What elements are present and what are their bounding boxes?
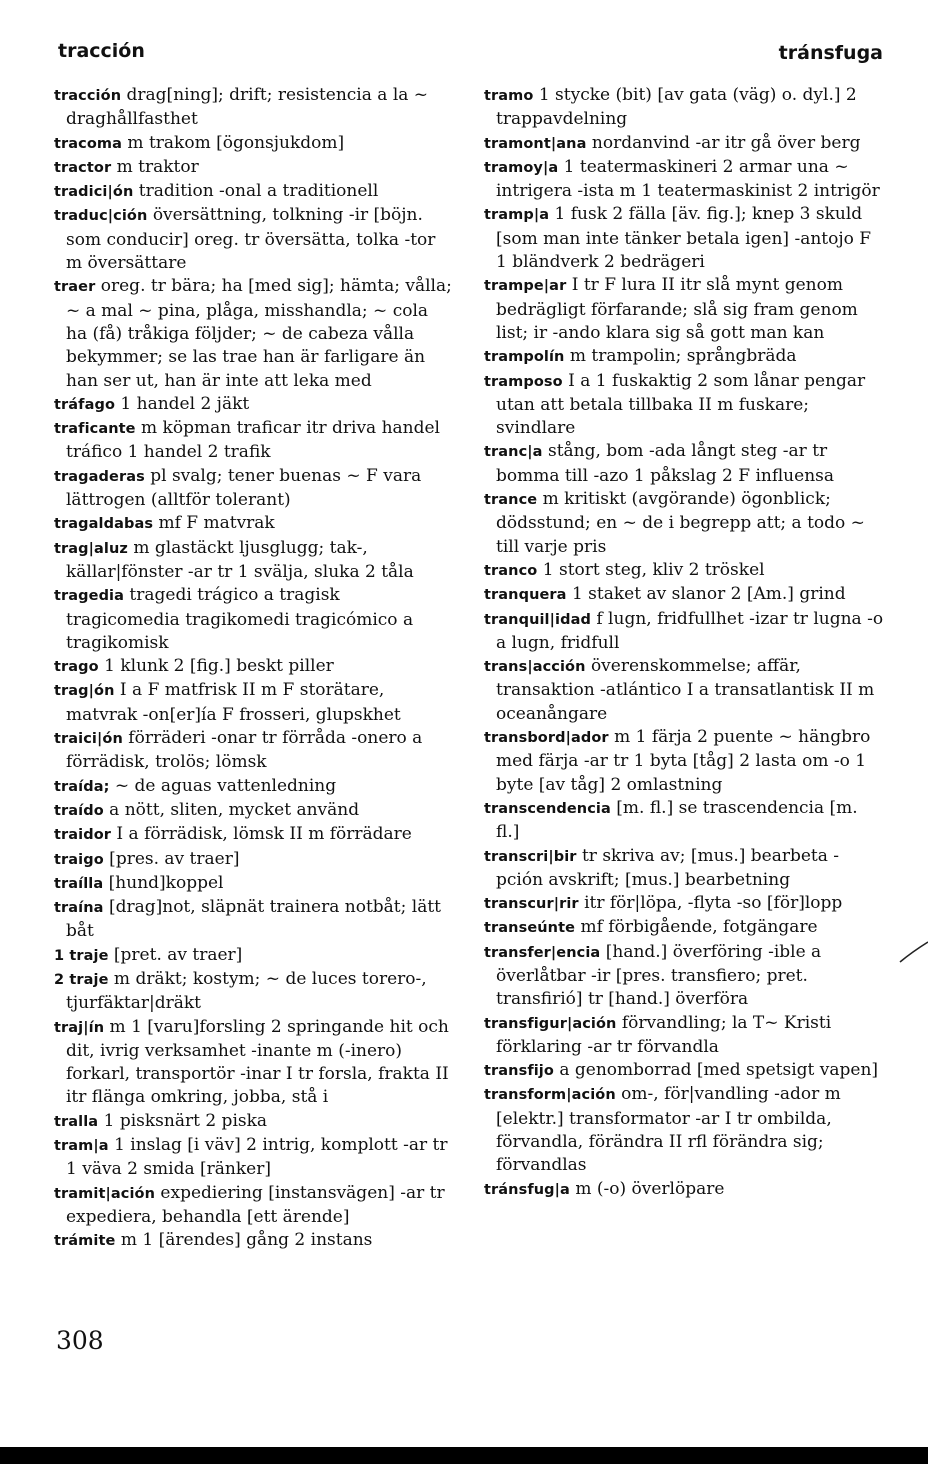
dictionary-entry xyxy=(54,584,454,655)
dictionary-entry xyxy=(54,727,454,775)
dictionary-entry xyxy=(54,132,454,156)
definition: förräderi -onar tr förråda -onero a förrädisk, trolös; lömsk xyxy=(66,728,423,773)
headword: transfer|encia xyxy=(484,944,601,961)
definition: m köpman traficar itr driva handel tráfico 1 handel 2 trafik xyxy=(66,418,440,463)
dictionary-entry xyxy=(54,679,454,727)
dictionary-entry xyxy=(484,345,884,369)
definition: översättning, tolkning -ir [böjn. som conducir] oreg. tr översätta, tolka -tor m översättare xyxy=(66,205,436,274)
dictionary-entry xyxy=(54,204,454,275)
headword: tranquera xyxy=(484,587,567,604)
headword: traduc|ción xyxy=(54,208,148,225)
definition: [hand.] överföring -ible a överlåtbar -ir [pres. transfiero; pret. transfirió] tr [hand.] överföra xyxy=(496,941,822,1010)
headword: trag|ón xyxy=(54,683,115,700)
headword: tramit|ación xyxy=(54,1185,156,1202)
definition: m dräkt; kostym; ~ de luces torero-, tjurfäktar|dräkt xyxy=(66,968,427,1014)
definition: 1 teatermaskineri 2 armar una ~ intrigera -ista m 1 teatermaskinist 2 intrigör xyxy=(496,156,880,202)
definition: tradition -onal a traditionell xyxy=(133,181,379,202)
headword: tradici|ón xyxy=(54,184,134,201)
headword: transform|ación xyxy=(484,1087,616,1104)
definition: tragedi trágico a tragisk tragicomedia tragikomedi tragicómico a tragikomisk xyxy=(66,585,414,653)
definition: m glastäckt ljusglugg; tak-, källar|fönster -ar tr 1 svälja, sluka 2 tåla xyxy=(66,537,414,582)
dictionary-entry xyxy=(54,655,454,679)
definition: tr skriva av; [mus.] bearbeta -pción avskrift; [mus.] bearbetning xyxy=(496,845,840,890)
dictionary-entry xyxy=(54,823,454,847)
left-column xyxy=(54,84,454,1254)
headword: traer xyxy=(54,279,96,296)
headword: tramont|ana xyxy=(484,135,587,152)
definition: överenskommelse; affär, transaktion -atlántico I a transatlantisk II m oceanångare xyxy=(496,656,875,724)
definition: expediering [instansvägen] -ar tr expediera, behandla [ett ärende] xyxy=(66,1182,445,1227)
headword: traj|ín xyxy=(54,1019,105,1036)
page-number: 308 xyxy=(56,1326,104,1355)
headword: transfigur|ación xyxy=(484,1015,617,1032)
definition: m 1 färja 2 puente ~ hängbro med färja -ar tr 1 byta [tåg] 2 lasta om -o 1 byte [av tåg] 2 omlastning xyxy=(496,727,871,795)
dictionary-entry xyxy=(54,775,454,799)
dictionary-entry xyxy=(484,1083,884,1177)
headword: tránsfug|a xyxy=(484,1181,570,1198)
guide-word-right: tránsfuga xyxy=(778,42,883,64)
definition: ~ de aguas vattenledning xyxy=(109,775,337,796)
dictionary-entry xyxy=(484,916,884,940)
dictionary-entry xyxy=(484,559,884,583)
headword: tráfago xyxy=(54,396,116,413)
headword: trago xyxy=(54,659,99,676)
dictionary-entry xyxy=(484,440,884,488)
dictionary-entry xyxy=(54,1134,454,1182)
headword: tralla xyxy=(54,1113,99,1130)
definition: drag[ning]; drift; resistencia a la ~ draghållfasthet xyxy=(66,85,429,130)
dictionary-entry xyxy=(54,848,454,872)
definition: [hund]koppel xyxy=(103,872,224,893)
headword: tramoy|a xyxy=(484,159,559,176)
dictionary-entry xyxy=(484,845,884,893)
margin-pencil-mark xyxy=(898,938,928,966)
headword: traída; xyxy=(54,778,110,795)
dictionary-entry xyxy=(484,1012,884,1060)
headword: tramo xyxy=(484,88,534,104)
headword: tranquil|idad xyxy=(484,611,591,628)
definition: [m. fl.] se trascendencia [m. fl.] xyxy=(496,797,858,843)
headword: transcri|bir xyxy=(484,848,577,865)
dictionary-entry xyxy=(484,1059,884,1083)
dictionary-entry xyxy=(484,488,884,559)
definition: I a 1 fuskaktig 2 som lånar pengar utan att betala tillbaka II m fuskare; svindlare xyxy=(496,370,866,439)
bottom-scan-bar xyxy=(0,1447,928,1464)
dictionary-entry xyxy=(54,896,454,944)
headword: transeúnte xyxy=(484,920,576,937)
dictionary-entry xyxy=(484,132,884,156)
dictionary-entry xyxy=(484,892,884,916)
definition: 1 stycke (bit) [av gata (väg) o. dyl.] 2 trappavdelning xyxy=(496,85,857,130)
headword: trans|acción xyxy=(484,659,586,676)
dictionary-entry xyxy=(54,465,454,513)
definition: I tr F lura II itr slå mynt genom bedrägligt förfarande; slå sig fram genom list; ir -ando klara sig så gott man kan xyxy=(496,275,858,343)
headword: trampe|ar xyxy=(484,278,567,295)
dictionary-entry xyxy=(54,944,454,968)
definition: a nött, sliten, mycket använd xyxy=(103,799,360,820)
right-column xyxy=(484,84,884,1202)
dictionary-entry xyxy=(484,726,884,797)
guide-word-left: tracción xyxy=(58,40,145,62)
dictionary-entry xyxy=(54,417,454,465)
definition: 1 staket av slanor 2 [Am.] grind xyxy=(566,584,846,605)
dictionary-entry xyxy=(484,203,884,274)
dictionary-entry xyxy=(54,393,454,417)
headword: transcendencia xyxy=(484,800,611,817)
dictionary-entry xyxy=(484,1178,884,1202)
definition: m trakom [ögonsjukdom] xyxy=(122,132,345,153)
headword: transbord|ador xyxy=(484,730,609,747)
headword: tramp|a xyxy=(484,207,550,224)
headword: tracoma xyxy=(54,135,123,152)
definition: 1 stort steg, kliv 2 tröskel xyxy=(537,559,765,580)
dictionary-entry xyxy=(484,941,884,1012)
headword: 1 traje xyxy=(54,947,109,964)
definition: f lugn, fridfullhet -izar tr lugna -o a lugn, fridfull xyxy=(496,608,884,653)
headword: traici|ón xyxy=(54,731,123,748)
definition: nordanvind -ar itr gå över berg xyxy=(586,132,861,153)
dictionary-entry xyxy=(54,1229,454,1253)
dictionary-entry xyxy=(54,799,454,823)
dictionary-entry xyxy=(54,968,454,1016)
headword: tranco xyxy=(484,562,538,579)
headword: traína xyxy=(54,900,104,917)
definition: a genomborrad [med spetsigt vapen] xyxy=(553,1060,879,1081)
definition: mf förbigående, fotgängare xyxy=(575,917,818,938)
definition: I a F matfrisk II m F storätare, matvrak -on[er]ía F frosseri, glupskhet xyxy=(66,680,401,725)
headword: tractor xyxy=(54,159,112,176)
headword: 2 traje xyxy=(54,971,109,988)
dictionary-entry xyxy=(54,84,454,132)
headword: traidor xyxy=(54,827,112,844)
definition: I a förrädisk, lömsk II m förrädare xyxy=(111,824,412,845)
definition: förvandling; la T~ Kristi förklaring -ar tr förvandla xyxy=(496,1012,832,1057)
definition: m 1 [ärendes] gång 2 instans xyxy=(115,1230,373,1251)
headword: tragedia xyxy=(54,588,125,605)
headword: tragaldabas xyxy=(54,516,154,533)
headword: transfijo xyxy=(484,1063,554,1080)
definition: m traktor xyxy=(111,156,199,177)
headword: traílla xyxy=(54,875,104,892)
dictionary-entry xyxy=(54,156,454,180)
headword: traído xyxy=(54,802,104,819)
dictionary-entry xyxy=(484,156,884,204)
dictionary-entry xyxy=(54,275,454,392)
dictionary-entry xyxy=(484,84,884,132)
headword: tram|a xyxy=(54,1138,109,1155)
headword: tracción xyxy=(54,88,122,104)
dictionary-entry xyxy=(54,1182,454,1230)
definition: itr för|löpa, -flyta -so [för]lopp xyxy=(578,893,843,914)
dictionary-entry xyxy=(54,537,454,585)
definition: m (-o) överlöpare xyxy=(569,1178,725,1199)
definition: 1 inslag [i väv] 2 intrig, komplott -ar tr 1 väva 2 smida [ränker] xyxy=(66,1135,448,1180)
dictionary-entry xyxy=(54,1016,454,1110)
definition: om-, för|vandling -ador m [elektr.] transformator -ar I tr ombilda, förvandla, förändra II rfl förändra sig; förvandlas xyxy=(496,1084,841,1176)
definition: 1 klunk 2 [fig.] beskt piller xyxy=(98,656,334,677)
headword: trampolín xyxy=(484,349,565,366)
headword: transcur|rir xyxy=(484,896,579,913)
definition: 1 pisksnärt 2 piska xyxy=(98,1110,268,1131)
definition: mf F matvrak xyxy=(153,513,275,534)
headword: tramposo xyxy=(484,373,563,390)
definition: 1 fusk 2 fälla [äv. fig.]; knep 3 skuld [som man inte tänker betala igen] -antojo F 1 bländverk 2 bedrägeri xyxy=(496,204,872,273)
dictionary-entry xyxy=(484,797,884,845)
dictionary-entry xyxy=(54,1110,454,1134)
headword: trámite xyxy=(54,1233,116,1250)
dictionary-entry xyxy=(484,608,884,656)
headword: trag|aluz xyxy=(54,540,128,557)
definition: [pres. av traer] xyxy=(103,848,240,869)
headword: traficante xyxy=(54,421,136,438)
headword: trance xyxy=(484,492,538,509)
definition: m trampolin; språngbräda xyxy=(564,346,797,367)
headword: traigo xyxy=(54,851,104,868)
headword: tragaderas xyxy=(54,468,145,485)
definition: m 1 [varu]forsling 2 springande hit och dit, ivrig verksamhet -inante m (-inero) forkarl, transportör -inar I tr forsla, frakta II itr flänga omkring, jobba, stå i xyxy=(66,1016,449,1108)
dictionary-entry xyxy=(54,872,454,896)
dictionary-entry xyxy=(54,180,454,204)
dictionary-entry xyxy=(484,583,884,607)
definition: [pret. av traer] xyxy=(108,944,243,965)
headword: tranc|a xyxy=(484,444,543,461)
dictionary-entry xyxy=(484,274,884,345)
definition: [drag]not, släpnät trainera notbåt; lätt båt xyxy=(66,897,441,942)
dictionary-entry xyxy=(54,512,454,536)
dictionary-entry xyxy=(484,370,884,441)
definition: oreg. tr bära; ha [med sig]; hämta; vålla; ~ a mal ~ pina, plåga, misshandla; ~ cola ha (få) tråkiga följder; ~ de cabeza vålla bekymmer; se las trae han är farligare än han ser ut, han är inte att leka med xyxy=(66,276,452,391)
dictionary-entry xyxy=(484,655,884,726)
definition: 1 handel 2 jäkt xyxy=(115,393,250,414)
definition: pl svalg; tener buenas ~ F vara lättrogen (alltför tolerant) xyxy=(66,465,422,511)
definition: m kritiskt (avgörande) ögonblick; dödsstund; en ~ de i begrepp att; a todo ~ till varje pris xyxy=(496,489,865,557)
definition: stång, bom -ada långt steg -ar tr bomma till -azo 1 påkslag 2 F influensa xyxy=(496,441,834,486)
